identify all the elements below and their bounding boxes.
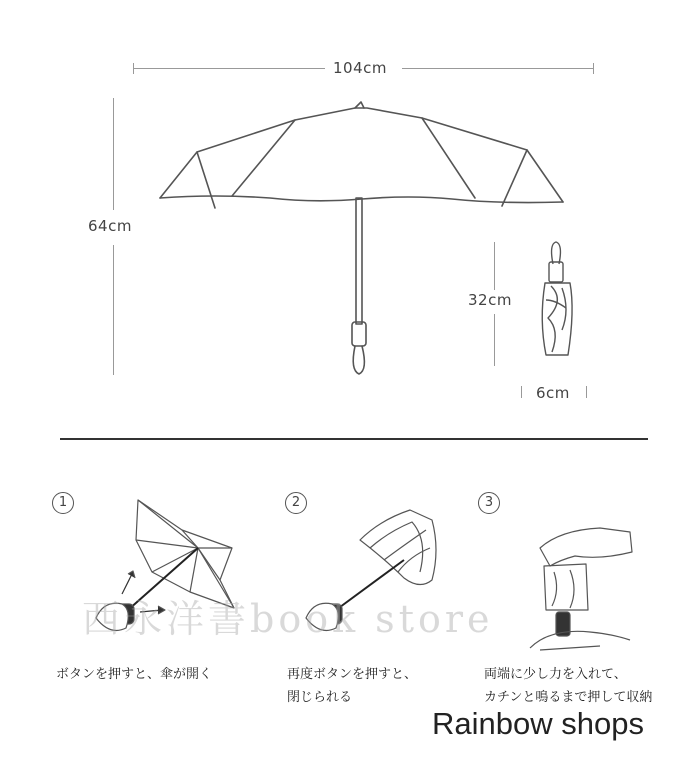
- folded-width-label: 6cm: [536, 384, 570, 402]
- step-1-caption: [56, 663, 212, 686]
- watermark-text: 西永洋書book store: [82, 597, 494, 641]
- step-2-number: 2: [285, 492, 307, 514]
- step-3-caption-line-2: カチンと鳴るまで押して収納: [484, 690, 653, 705]
- height-label: 64cm: [88, 217, 132, 235]
- step-3-caption-line-1: 両端に少し力を入れて、: [484, 667, 627, 682]
- step-2-caption-line-1: 再度ボタンを押すと、: [287, 667, 418, 682]
- step-2-caption: [287, 663, 417, 709]
- width-label: 104cm: [333, 59, 387, 77]
- step-3-number: 3: [478, 492, 500, 514]
- brand-label: Rainbow shops: [432, 706, 644, 741]
- step-1-number: 1: [52, 492, 74, 514]
- step-3-caption: [484, 663, 652, 709]
- step-2-caption-line-2: 閉じられる: [287, 690, 353, 705]
- folded-height-label: 32cm: [468, 291, 512, 309]
- step-1-caption-line-1: ボタンを押すと、傘が開く: [56, 667, 213, 682]
